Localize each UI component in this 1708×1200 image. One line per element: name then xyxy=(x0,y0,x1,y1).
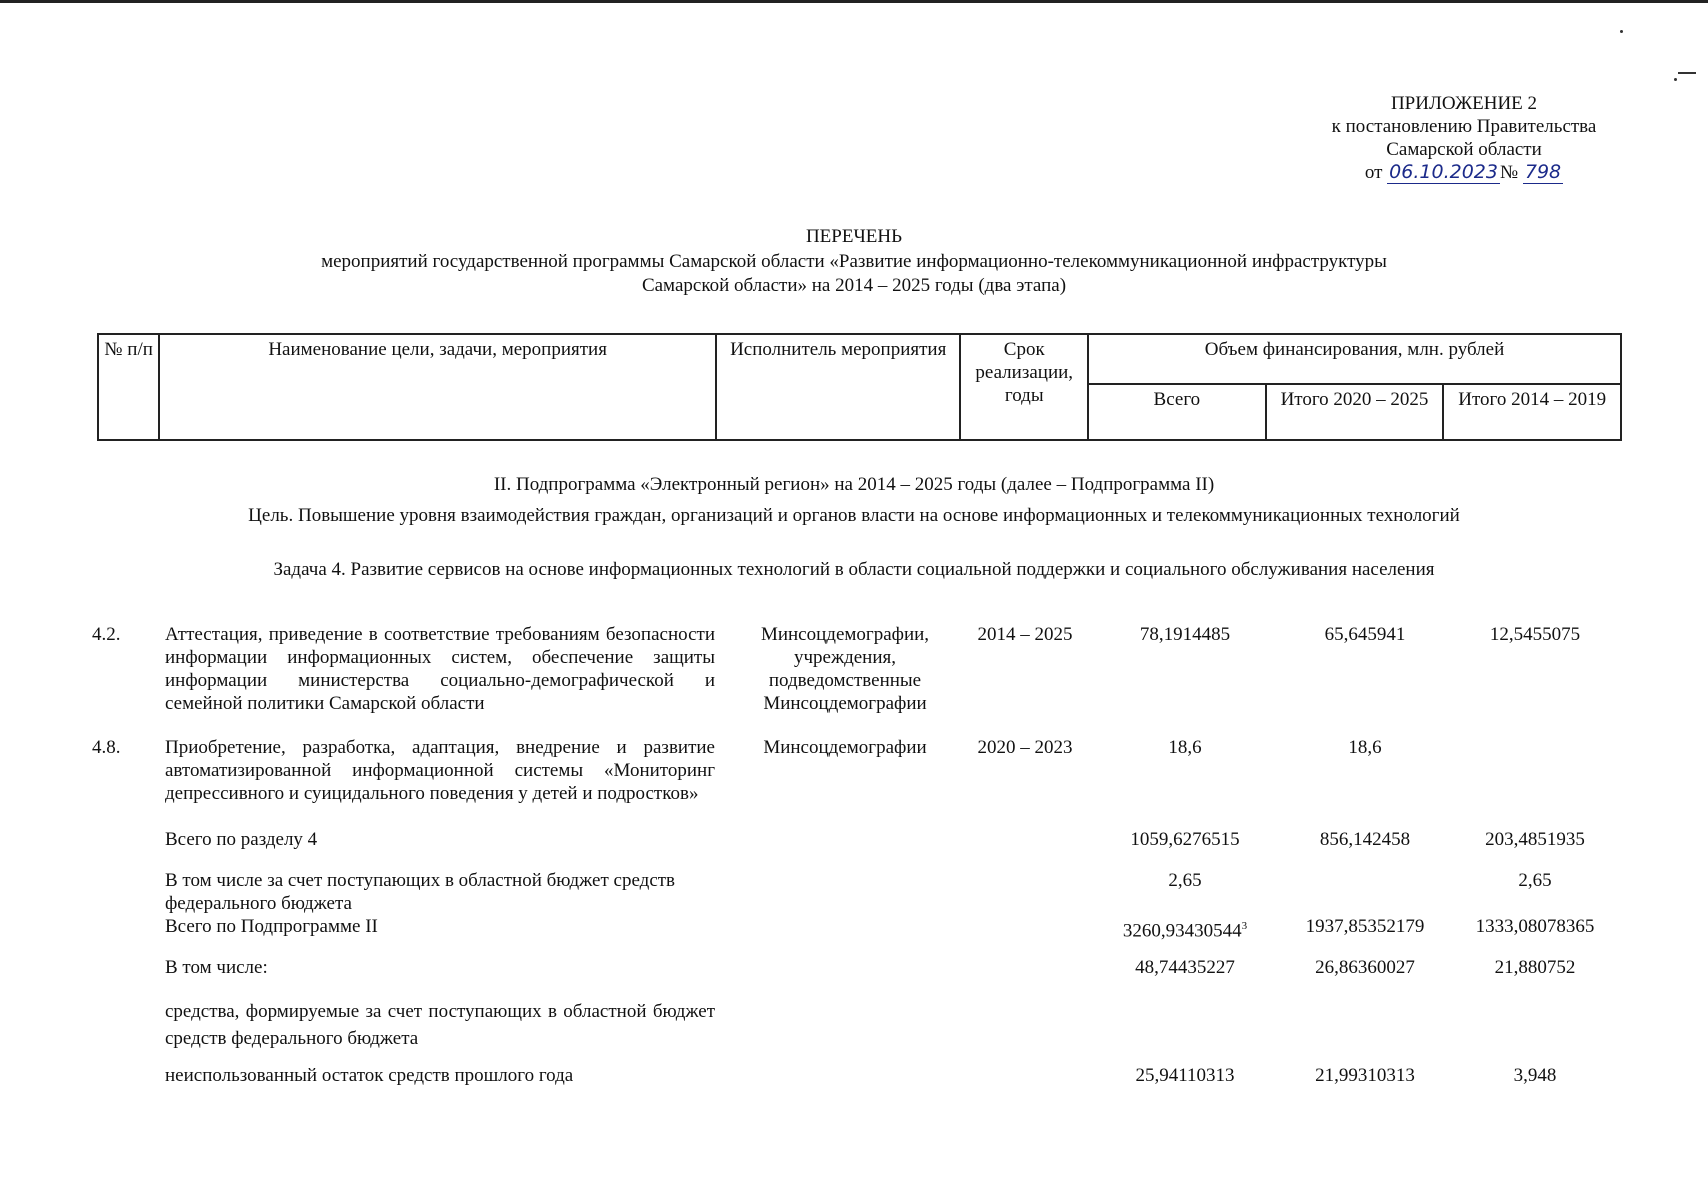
total-row-name: средства, формируемые за счет поступающих в областной бюджет средств федерального бюджета xyxy=(165,1001,715,1049)
header-term: Срок реализации, годы xyxy=(960,334,1088,440)
row-num: 4.8. xyxy=(92,737,121,758)
goal-title: Цель. Повышение уровня взаимодействия граждан, организаций и органов власти на основе информационных и телекоммуникационных технологий xyxy=(248,505,1460,526)
total-value: 3260,93430544 xyxy=(1122,920,1242,942)
total-row-name: В том числе: xyxy=(165,957,268,978)
row-total: 78,1914485 xyxy=(1139,624,1231,645)
scan-top-border xyxy=(0,0,1708,3)
total-row-2020: 26,86360027 xyxy=(1315,957,1415,978)
total-row-2014: 2,65 xyxy=(1518,870,1552,891)
header-funding: Объем финансирования, млн. рублей xyxy=(1088,334,1621,384)
handwritten-number: 798 xyxy=(1524,161,1562,183)
header-num: № п/п xyxy=(98,334,159,440)
task-title: Задача 4. Развитие сервисов на основе информационных технологий в области социальной поддержки и социального обслуживания населения xyxy=(273,559,1435,580)
total-row-name: В том числе за счет поступающих в областной бюджет средств федерального бюджета xyxy=(165,870,676,914)
total-row-total: 2,65 xyxy=(1168,870,1202,891)
total-row-name: неиспользованный остаток средств прошлого года xyxy=(165,1065,574,1086)
header-name: Наименование цели, задачи, мероприятия xyxy=(159,334,716,440)
document-subtitle-line1: мероприятий государственной программы Самарской области «Развитие информационно-телекоммуникационной инфраструктуры xyxy=(321,251,1387,272)
total-row-name: Всего по разделу 4 xyxy=(165,829,318,850)
scan-speck xyxy=(1674,78,1677,81)
appendix-date-line xyxy=(1314,161,1614,184)
handwritten-date: 06.10.2023 xyxy=(1389,161,1498,183)
number-prefix: № xyxy=(1499,162,1519,183)
scan-mark xyxy=(1678,72,1696,74)
row-2020: 65,645941 xyxy=(1324,624,1406,645)
total-row-2014: 203,4851935 xyxy=(1485,829,1585,850)
from-prefix: от xyxy=(1364,162,1383,183)
document-subtitle-line2: Самарской области» на 2014 – 2025 годы (два этапа) xyxy=(641,275,1067,296)
appendix-line2: Самарской области xyxy=(1386,139,1542,160)
total-row-2020: 856,142458 xyxy=(1319,829,1411,850)
row-exec: Минсоцдемографии, учреждения, подведомственные Минсоцдемографии xyxy=(760,624,930,714)
subprogram-title: II. Подпрограмма «Электронный регион» на 2014 – 2025 годы (далее – Подпрограмма II) xyxy=(493,474,1215,495)
total-row-total: 48,74435227 xyxy=(1135,957,1235,978)
row-2014: 12,5455075 xyxy=(1489,624,1581,645)
appendix-line1: к постановлению Правительства xyxy=(1331,116,1597,137)
row-term: 2014 – 2025 xyxy=(977,624,1073,645)
total-row-2020: 1937,85352179 xyxy=(1305,916,1425,937)
total-row-2014: 3,948 xyxy=(1513,1065,1557,1086)
appendix-title: ПРИЛОЖЕНИЕ 2 xyxy=(1390,93,1538,114)
footnote-mark: 3 xyxy=(1241,920,1248,932)
total-row-total: 25,94110313 xyxy=(1135,1065,1235,1086)
total-row-total xyxy=(1095,915,1275,942)
row-term: 2020 – 2023 xyxy=(977,737,1073,758)
row-name: Приобретение, разработка, адаптация, внедрение и развитие автоматизированной информационной системы «Мониторинг депрессивного и суицидального поведения у детей и подростков» xyxy=(165,737,715,804)
scan-speck xyxy=(1620,30,1623,33)
header-table xyxy=(97,333,1622,441)
total-row-2014: 1333,08078365 xyxy=(1475,916,1595,937)
header-2020: Итого 2020 – 2025 xyxy=(1266,384,1444,440)
appendix-block xyxy=(1314,92,1614,184)
row-total: 18,6 xyxy=(1168,737,1202,758)
header-2014: Итого 2014 – 2019 xyxy=(1443,384,1621,440)
row-num: 4.2. xyxy=(92,624,121,645)
row-2020: 18,6 xyxy=(1348,737,1382,758)
total-row-total: 1059,6276515 xyxy=(1130,829,1240,850)
document-title: ПЕРЕЧЕНЬ xyxy=(805,226,903,247)
header-exec: Исполнитель мероприятия xyxy=(716,334,960,440)
total-row-2020: 21,99310313 xyxy=(1315,1065,1415,1086)
row-name: Аттестация, приведение в соответствие требованиям безопасности информации информационных систем, обеспечение защиты информации министерства социально-демографической и семейной политики Самарской области xyxy=(165,624,715,714)
row-exec: Минсоцдемографии xyxy=(763,737,927,758)
total-row-name: Всего по Подпрограмме II xyxy=(165,916,378,937)
header-total: Всего xyxy=(1088,384,1266,440)
total-row-2014: 21,880752 xyxy=(1494,957,1576,978)
